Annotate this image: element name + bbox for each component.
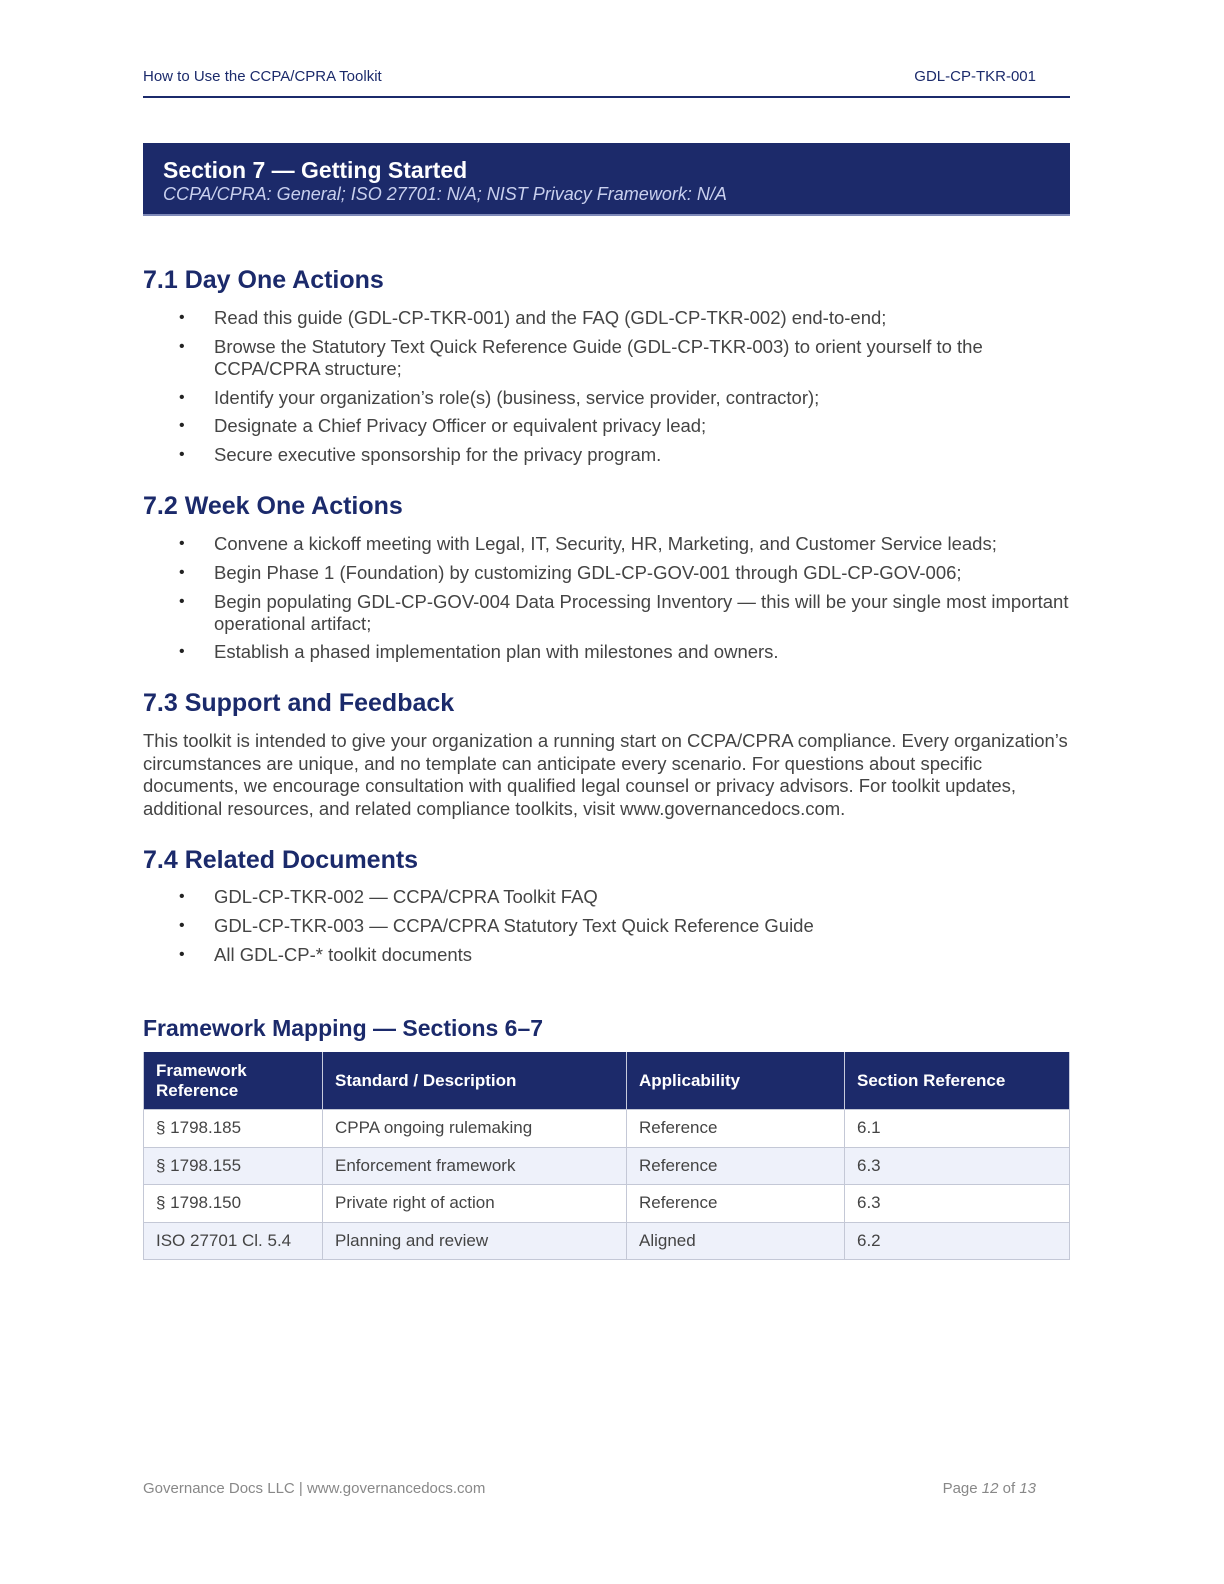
day-one-actions-list [143,307,1070,473]
table-cell: 6.3 [845,1185,1070,1223]
table-row [144,1222,1070,1260]
table-cell: 6.2 [845,1222,1070,1260]
bullet-icon: • [179,643,185,661]
doc-id: GDL-CP-TKR-001 [914,68,1036,85]
list-item: • Establish a phased implementation plan with milestones and owners. [179,641,779,663]
table-header-row [144,1052,1070,1110]
bullet-icon: • [179,337,185,355]
table-row [144,1110,1070,1148]
table-cell: CPPA ongoing rulemaking [323,1110,627,1148]
footer-company: Governance Docs LLC | www.governancedocs.com [143,1480,486,1497]
related-documents-list [143,886,1070,972]
table-cell: Reference [627,1185,845,1223]
column-header: Framework Reference [144,1052,323,1110]
column-header: Section Reference [845,1052,1070,1110]
heading-week-one-actions: 7.2 Week One Actions [143,492,403,520]
current-page: 12 [981,1480,999,1497]
list-item: • GDL-CP-TKR-003 — CCPA/CPRA Statutory Text Quick Reference Guide [179,914,814,936]
table-cell: § 1798.155 [144,1147,323,1185]
heading-related-documents: 7.4 Related Documents [143,846,419,874]
section-framework-subtitle: CCPA/CPRA: General; ISO 27701: N/A; NIST Privacy Framework: N/A [163,184,727,204]
bullet-icon: • [179,388,185,406]
table-cell: Reference [627,1110,845,1148]
bullet-icon: • [179,888,185,905]
bullet-icon: • [179,945,185,963]
bullet-icon: • [179,535,185,552]
table-cell: Private right of action [323,1185,627,1223]
total-pages: 13 [1019,1480,1036,1497]
section-banner [143,143,1070,216]
list-item: • Begin populating GDL-CP-GOV-004 Data Processing Inventory — this will be your single most important operational artifact; [179,590,1069,634]
table-cell: 6.3 [845,1147,1070,1185]
list-item: • Convene a kickoff meeting with Legal, IT, Security, HR, Marketing, and Customer Service leads; [179,533,997,554]
list-item: • Secure executive sponsorship for the privacy program. [179,444,662,466]
bullet-icon: • [179,446,185,464]
table-cell: Aligned [627,1222,845,1260]
support-paragraph: This toolkit is intended to give your organization a running start on CCPA/CPRA compliance. Every organization’s circumstances are unique, and no template can anticipate every scenario. For questions about specific documents, we encourage consultation with qualified legal counsel or privacy advisors. For toolkit updates, additional resources, and related compliance toolkits, visit www.governancedocs.com. [143,730,1068,819]
framework-mapping-title: Framework Mapping — Sections 6–7 [143,1015,544,1041]
table-cell: § 1798.185 [144,1110,323,1148]
list-item: • Browse the Statutory Text Quick Reference Guide (GDL-CP-TKR-003) to orient yourself to the CCPA/CPRA structure; [179,335,983,379]
heading-day-one-actions: 7.1 Day One Actions [143,266,384,294]
page-number: Page 12 of 13 [942,1480,1036,1497]
table-cell: ISO 27701 Cl. 5.4 [144,1222,323,1260]
table-cell: 6.1 [845,1110,1070,1148]
list-item: • Designate a Chief Privacy Officer or equivalent privacy lead; [179,415,707,437]
table-row [144,1185,1070,1223]
bullet-icon: • [179,417,185,435]
column-header: Applicability [627,1052,845,1110]
bullet-icon: • [179,309,185,326]
table-row [144,1147,1070,1185]
bullet-icon: • [179,563,185,581]
list-item: • GDL-CP-TKR-002 — CCPA/CPRA Toolkit FAQ [179,886,598,907]
page-footer [143,1480,1036,1497]
list-item: • All GDL-CP-* toolkit documents [179,943,473,965]
list-item: • Read this guide (GDL-CP-TKR-001) and the FAQ (GDL-CP-TKR-002) end-to-end; [179,307,887,328]
bullet-icon: • [179,592,185,610]
framework-mapping-table [143,1052,1070,1260]
heading-support-feedback: 7.3 Support and Feedback [143,689,455,717]
table-cell: Planning and review [323,1222,627,1260]
week-one-actions-list [143,533,1070,670]
bullet-icon: • [179,916,185,934]
section-title: Section 7 — Getting Started [163,157,468,183]
table-cell: Enforcement framework [323,1147,627,1185]
doc-title: How to Use the CCPA/CPRA Toolkit [143,68,382,85]
table-cell: Reference [627,1147,845,1185]
table-cell: § 1798.150 [144,1185,323,1223]
page-header [143,68,1070,98]
list-item: • Identify your organization’s role(s) (business, service provider, contractor); [179,386,820,408]
list-item: • Begin Phase 1 (Foundation) by customizing GDL-CP-GOV-001 through GDL-CP-GOV-006; [179,561,962,583]
column-header: Standard / Description [323,1052,627,1110]
